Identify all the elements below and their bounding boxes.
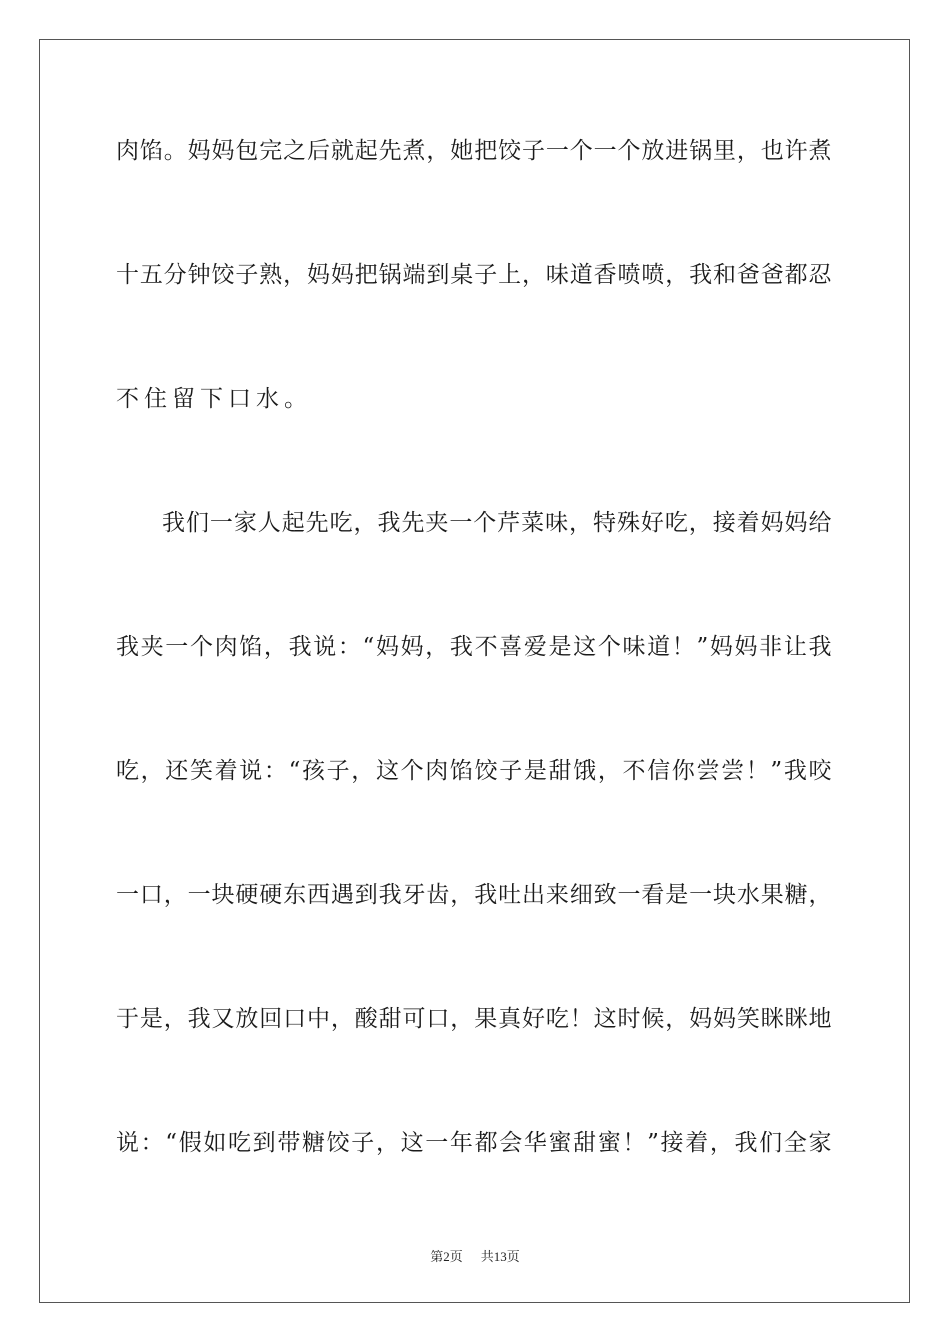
- body-text-line: 不住留下口水。: [116, 386, 312, 412]
- body-text-line: 于是，我又放回口中，酸甜可口，果真好吃！这时候，妈妈笑眯眯地: [116, 1006, 832, 1032]
- body-text-line: 我夹一个肉馅，我说：“妈妈，我不喜爱是这个味道！”妈妈非让我: [116, 634, 832, 660]
- body-text-line: 十五分钟饺子熟，妈妈把锅端到桌子上，味道香喷喷，我和爸爸都忍: [116, 262, 832, 288]
- body-text-line: 我们一家人起先吃，我先夹一个芹菜味，特殊好吃，接着妈妈给: [162, 510, 832, 536]
- body-text-line: 肉馅。妈妈包完之后就起先煮，她把饺子一个一个放进锅里，也许煮: [116, 138, 832, 164]
- page-border: [39, 39, 910, 1303]
- body-text-line: 一口，一块硬硬东西遇到我牙齿，我吐出来细致一看是一块水果糖，: [116, 882, 832, 908]
- body-text-line: 吃，还笑着说：“孩子，这个肉馅饺子是甜饿，不信你尝尝！”我咬: [116, 758, 832, 784]
- page-total: 共13页: [480, 1249, 520, 1264]
- page-number: 第2页: [430, 1249, 463, 1264]
- body-text-line: 说：“假如吃到带糖饺子，这一年都会华蜜甜蜜！”接着，我们全家: [116, 1130, 832, 1156]
- page-footer: [0, 1246, 950, 1265]
